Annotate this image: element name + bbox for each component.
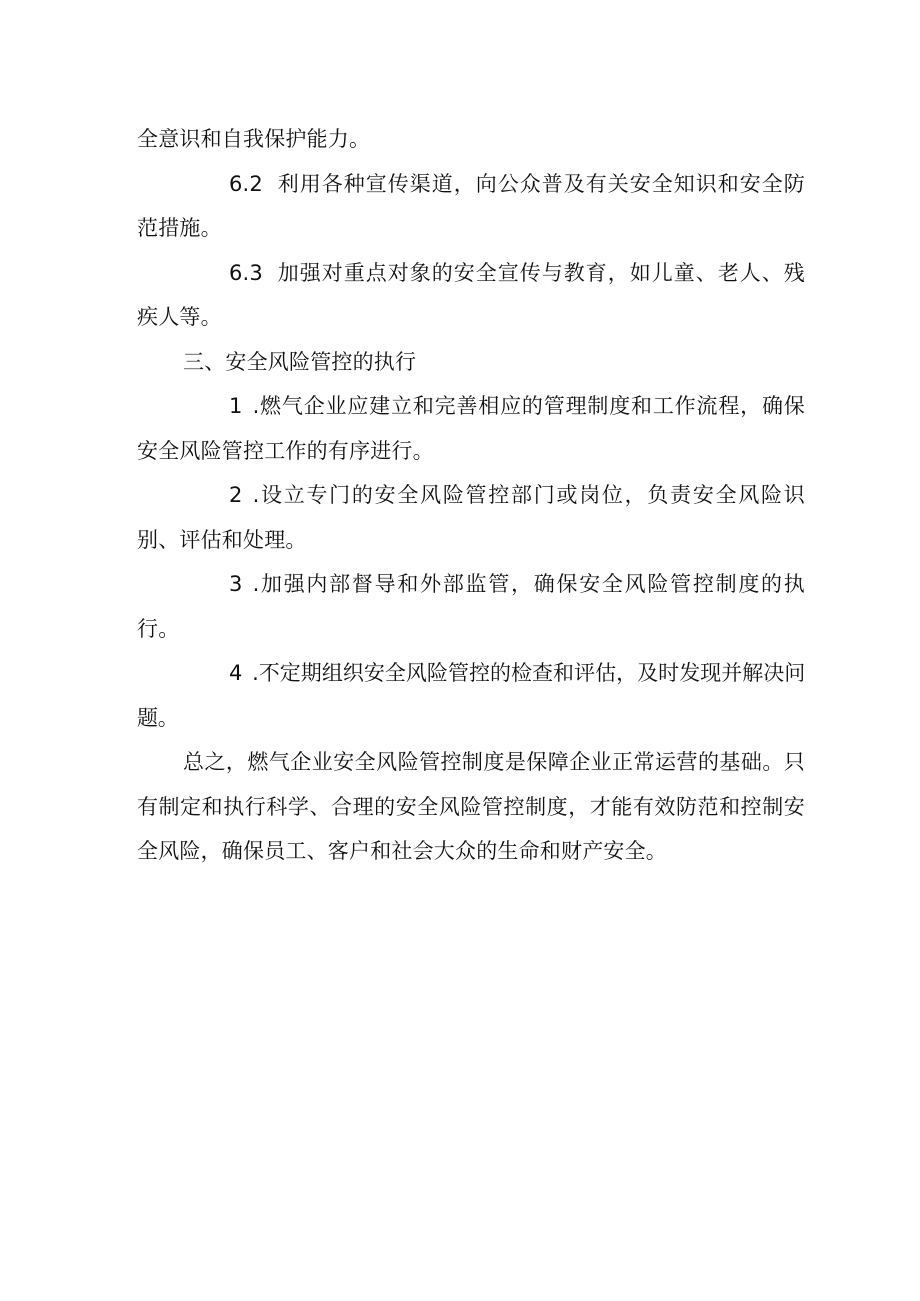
summary-paragraph	[137, 740, 805, 874]
paragraph-text: .设立专门的安全风险管控部门或岗位，负责安全风险识别、评估和处理。	[137, 483, 805, 552]
paragraph-text: 全意识和自我保护能力。	[137, 127, 371, 151]
paragraph-text: 加强对重点对象的安全宣传与教育，如儿童、老人、残疾人等。	[137, 260, 805, 329]
section-heading	[137, 340, 805, 385]
list-item-1	[137, 384, 805, 473]
item-number: 2	[229, 483, 243, 507]
item-number: 1	[229, 394, 243, 418]
paragraph-text: .不定期组织安全风险管控的检查和评估，及时发现并解决问题。	[137, 661, 805, 730]
list-item-4	[137, 651, 805, 740]
item-number: 3	[229, 572, 243, 596]
paragraph-6-3	[137, 251, 805, 340]
paragraph-text: 总之，燃气企业安全风险管控制度是保障企业正常运营的基础。只有制定和执行科学、合理的安全风险管控制度，才能有效防范和控制安全风险，确保员工、客户和社会大众的生命和财产安全。	[137, 750, 805, 863]
section-number: 6.2	[229, 171, 263, 196]
section-number: 6.3	[229, 260, 263, 285]
paragraph-6-2	[137, 162, 805, 251]
paragraph-continuation	[137, 117, 805, 162]
document-body	[137, 117, 805, 874]
item-number: 4	[229, 661, 243, 685]
paragraph-text: .燃气企业应建立和完善相应的管理制度和工作流程，确保安全风险管控工作的有序进行。	[137, 394, 805, 463]
list-item-3	[137, 562, 805, 651]
paragraph-text: 利用各种宣传渠道，向公众普及有关安全知识和安全防范措施。	[137, 171, 805, 240]
list-item-2	[137, 473, 805, 562]
paragraph-text: .加强内部督导和外部监管，确保安全风险管控制度的执行。	[137, 572, 805, 641]
heading-text: 三、安全风险管控的执行	[183, 349, 417, 374]
